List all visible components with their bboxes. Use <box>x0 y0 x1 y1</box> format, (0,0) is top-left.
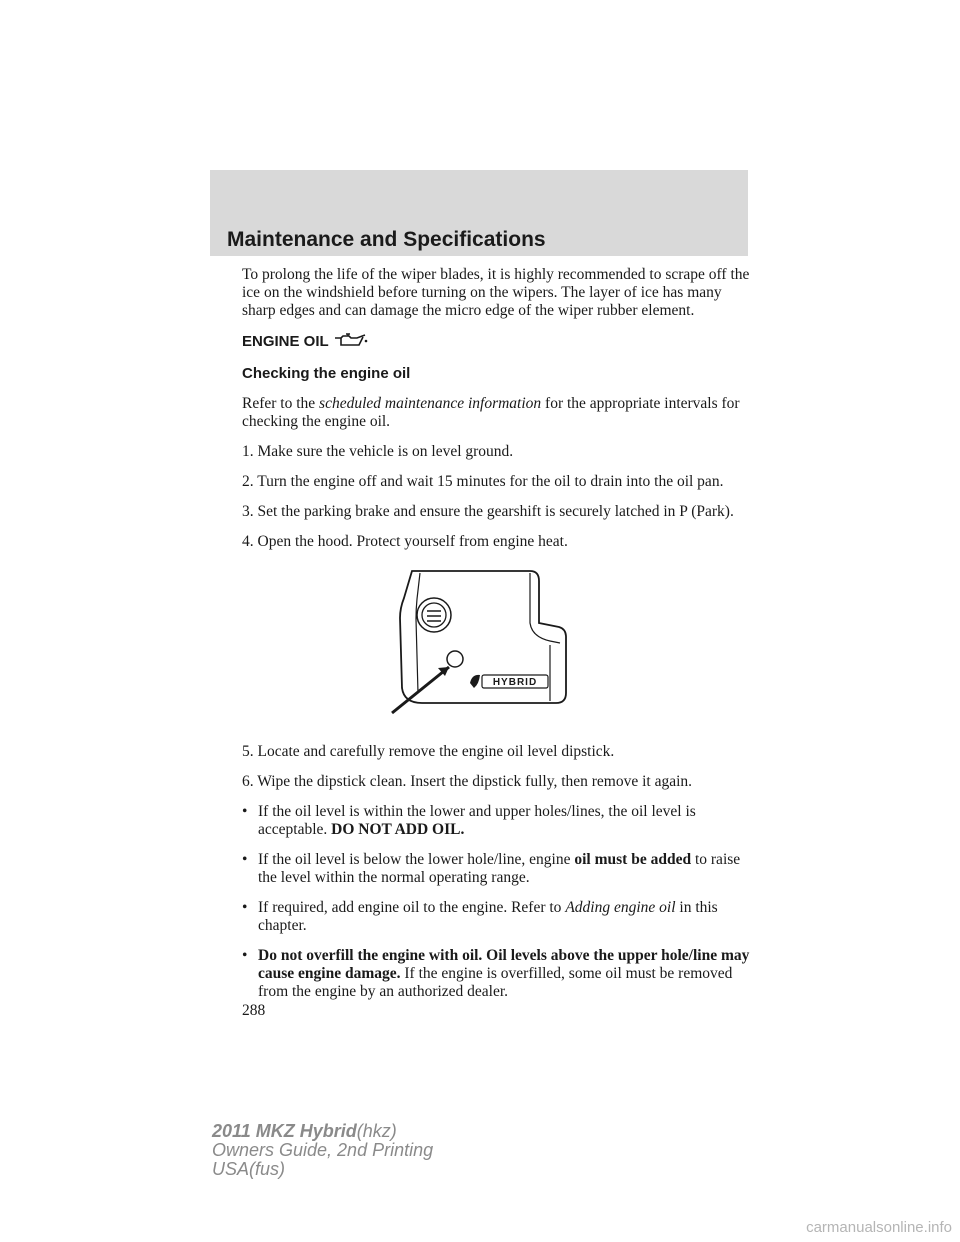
checking-paragraph: Refer to the scheduled maintenance information for the appropriate intervals for checking the engine oil. <box>242 395 740 430</box>
document-footer: 2011 MKZ Hybrid(hkz) Owners Guide, 2nd Printing USA(fus) <box>212 1121 434 1179</box>
page-number: 288 <box>242 1002 266 1019</box>
engine-oil-title: ENGINE OIL <box>242 333 329 350</box>
watermark: carmanualsonline.info <box>806 1219 952 1236</box>
oil-can-icon <box>333 332 369 353</box>
bullet-item: • Do not overfill the engine with oil. Oil levels above the upper hole/line may cause engine damage. If the engine is overfilled, some oil must be removed from the engine by an authorized dealer. <box>242 947 750 1000</box>
checking-heading: Checking the engine oil <box>242 365 411 382</box>
engine-cover-illustration <box>382 563 572 733</box>
engine-oil-heading <box>242 332 750 353</box>
bullet-item: • If required, add engine oil to the engine. Refer to Adding engine oil in this chapter. <box>242 899 718 934</box>
step-5: 5. Locate and carefully remove the engine oil level dipstick. <box>242 743 615 760</box>
step-1: 1. Make sure the vehicle is on level ground. <box>242 443 514 460</box>
step-3: 3. Set the parking brake and ensure the gearshift is securely latched in P (Park). <box>242 503 734 520</box>
page-content <box>242 266 750 1013</box>
bullet-item: • If the oil level is below the lower hole/line, engine oil must be added to raise the level within the normal operating range. <box>242 851 741 886</box>
step-6: 6. Wipe the dipstick clean. Insert the dipstick fully, then remove it again. <box>242 773 693 790</box>
bullet-item: • If the oil level is within the lower and upper holes/lines, the oil level is acceptable. DO NOT ADD OIL. <box>242 803 696 838</box>
adding-engine-oil-reference: Adding engine oil <box>565 899 676 916</box>
section-title: Maintenance and Specifications <box>227 228 546 251</box>
intro-paragraph: To prolong the life of the wiper blades, it is highly recommended to scrape off the ice on the windshield before turning on the wipers. The layer of ice has many sharp edges and can damage the micro edge of the wiper rubber element. <box>242 266 750 319</box>
scheduled-maintenance-reference: scheduled maintenance information <box>319 395 542 412</box>
step-4: 4. Open the hood. Protect yourself from engine heat. <box>242 533 568 550</box>
hybrid-badge-label: HYBRID <box>492 677 538 688</box>
oil-level-bullets <box>242 803 750 1001</box>
step-2: 2. Turn the engine off and wait 15 minutes for the oil to drain into the oil pan. <box>242 473 724 490</box>
